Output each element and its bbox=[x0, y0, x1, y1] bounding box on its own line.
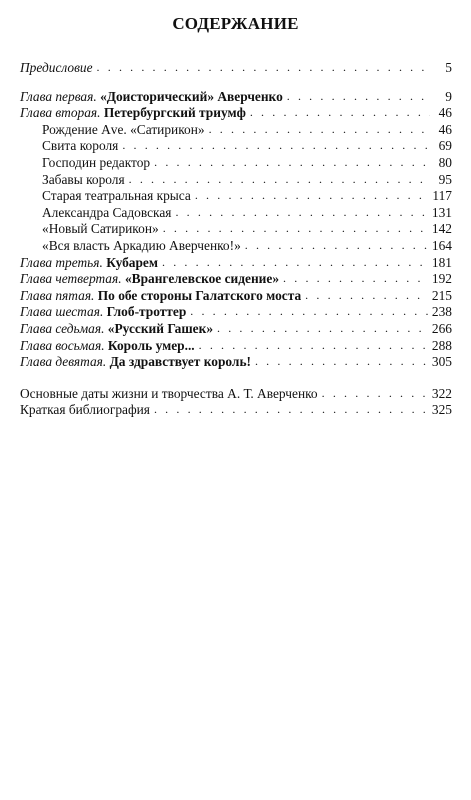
toc-entry-chapter-2 bbox=[20, 105, 452, 122]
page-number: 181 bbox=[431, 254, 452, 270]
page-title: СОДЕРЖАНИЕ bbox=[172, 14, 299, 33]
subentry-title: Господин редактор bbox=[42, 154, 151, 170]
chapter-title: Кубарем bbox=[106, 254, 158, 270]
toc-entry-chapter-7 bbox=[20, 321, 452, 338]
page-number: 288 bbox=[431, 337, 452, 353]
toc-entry-chapter-9 bbox=[20, 354, 452, 371]
table-of-contents bbox=[20, 60, 452, 419]
chapter-title: «Врангелевское сидение» bbox=[124, 271, 280, 287]
dot-leader bbox=[305, 287, 428, 304]
dot-leader bbox=[287, 88, 430, 105]
appendix-title: Краткая библиография bbox=[20, 402, 150, 418]
page-number: 142 bbox=[431, 221, 452, 237]
chapter-title: Петербургский триумф bbox=[103, 105, 246, 121]
dot-leader bbox=[322, 385, 428, 402]
toc-subentry bbox=[20, 122, 452, 139]
chapter-title: Да здравствует король! bbox=[109, 354, 251, 370]
dot-leader bbox=[129, 171, 430, 188]
page-number: 46 bbox=[438, 105, 452, 121]
page-number: 117 bbox=[432, 188, 452, 204]
dot-leader bbox=[255, 353, 428, 370]
chapter-prefix: Глава шестая. bbox=[20, 304, 104, 320]
dot-leader bbox=[190, 303, 428, 320]
dot-leader bbox=[245, 237, 428, 254]
toc-subentry bbox=[20, 138, 452, 155]
page-number: 69 bbox=[438, 138, 452, 154]
page-number: 46 bbox=[438, 121, 452, 137]
chapter-title: Король умер... bbox=[107, 337, 195, 353]
subentry-title: Забавы короля bbox=[42, 171, 125, 187]
chapter-title: «Русский Гашек» bbox=[107, 320, 214, 336]
dot-leader bbox=[97, 59, 430, 76]
toc-entry-chapter-1 bbox=[20, 89, 452, 106]
appendix-title: Основные даты жизни и творчества А. Т. Аверченко bbox=[20, 385, 318, 401]
entry-label: Предисловие bbox=[20, 60, 93, 75]
chapter-prefix: Глава девятая. bbox=[20, 354, 107, 370]
toc-subentry bbox=[20, 188, 452, 205]
toc-subentry bbox=[20, 238, 452, 255]
subentry-title: Александра Садовская bbox=[42, 204, 172, 220]
toc-entry-bibliography bbox=[20, 402, 452, 419]
chapter-title: «Доисторический» Аверченко bbox=[100, 88, 283, 104]
page-number: 325 bbox=[431, 402, 452, 418]
page-number: 192 bbox=[431, 271, 452, 287]
chapter-prefix: Глава пятая. bbox=[20, 287, 95, 303]
dot-leader bbox=[250, 104, 430, 121]
page-number: 215 bbox=[431, 287, 452, 303]
subentry-title: «Вся власть Аркадию Аверченко!» bbox=[42, 237, 241, 253]
subentry-title: Старая театральная крыса bbox=[42, 188, 191, 204]
page-number: 80 bbox=[438, 154, 452, 170]
dot-leader bbox=[209, 121, 430, 138]
dot-leader bbox=[154, 401, 428, 418]
dot-leader bbox=[154, 154, 430, 171]
toc-entry-preface bbox=[20, 60, 452, 77]
toc-subentry bbox=[20, 155, 452, 172]
page-number: 164 bbox=[431, 237, 452, 253]
chapter-prefix: Глава восьмая. bbox=[20, 337, 105, 353]
page-number: 5 bbox=[445, 60, 452, 75]
dot-leader bbox=[283, 270, 428, 287]
subentry-title: Рождение Аvе. «Сатирикон» bbox=[42, 121, 205, 137]
chapter-prefix: Глава третья. bbox=[20, 254, 103, 270]
chapter-prefix: Глава четвертая. bbox=[20, 271, 122, 287]
page-number: 95 bbox=[438, 171, 452, 187]
chapter-title: Глоб-троттер bbox=[106, 304, 187, 320]
dot-leader bbox=[122, 137, 430, 154]
chapter-prefix: Глава вторая. bbox=[20, 105, 101, 121]
chapter-prefix: Глава первая. bbox=[20, 88, 97, 104]
page-number: 305 bbox=[431, 354, 452, 370]
dot-leader bbox=[162, 254, 428, 271]
toc-subentry bbox=[20, 221, 452, 238]
dot-leader bbox=[195, 187, 429, 204]
dot-leader bbox=[175, 204, 427, 221]
toc-entry-chronology bbox=[20, 386, 452, 403]
toc-entry-chapter-3 bbox=[20, 255, 452, 272]
dot-leader bbox=[217, 320, 428, 337]
subentry-title: Свита короля bbox=[42, 138, 119, 154]
chapter-title: По обе стороны Галатского моста bbox=[97, 287, 302, 303]
toc-subentry bbox=[20, 172, 452, 189]
page-number: 238 bbox=[431, 304, 452, 320]
page-number: 9 bbox=[445, 88, 452, 104]
page-number: 131 bbox=[431, 204, 452, 220]
toc-entry-chapter-4 bbox=[20, 271, 452, 288]
chapter-prefix: Глава седьмая. bbox=[20, 320, 105, 336]
dot-leader bbox=[163, 220, 428, 237]
toc-entry-chapter-8 bbox=[20, 338, 452, 355]
subentry-title: «Новый Сатирикон» bbox=[42, 221, 159, 237]
toc-entry-chapter-5 bbox=[20, 288, 452, 305]
page-number: 266 bbox=[431, 320, 452, 336]
toc-subentry bbox=[20, 205, 452, 222]
page-number: 322 bbox=[431, 385, 452, 401]
toc-entry-chapter-6 bbox=[20, 304, 452, 321]
dot-leader bbox=[199, 337, 428, 354]
